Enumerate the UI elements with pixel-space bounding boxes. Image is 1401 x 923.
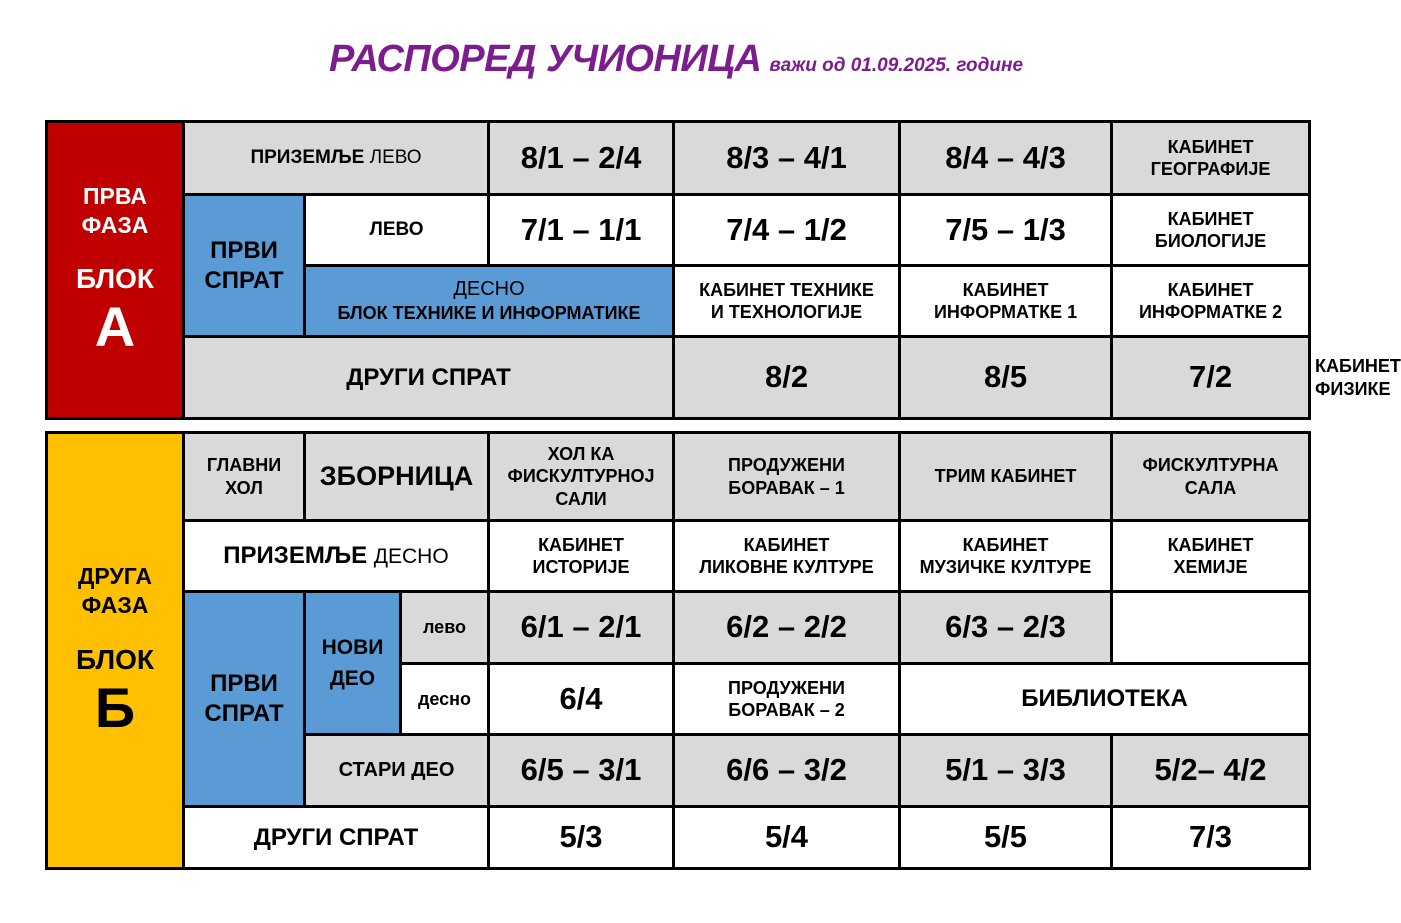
cell-line: ПРВИ — [210, 670, 278, 697]
cell-line: ФИСКУЛТУРНОЈ — [507, 466, 655, 487]
blok-a-word: БЛОК — [76, 263, 154, 295]
page-title-row — [0, 38, 1352, 81]
history-cabinet — [489, 521, 674, 592]
blok-b-word: БЛОК — [76, 643, 154, 675]
cell-line: БОРАВАК – 2 — [728, 700, 845, 720]
page-title: РАСПОРЕД УЧИОНИЦА — [328, 38, 762, 80]
old-part-label: СТАРИ ДЕО — [305, 735, 489, 807]
ground-right-light: ДЕСНО — [373, 545, 449, 568]
cell-line: КАБИНЕТ — [962, 279, 1049, 300]
room-cell: 8/5 — [900, 337, 1112, 419]
new-right-label: десно — [401, 664, 489, 735]
cell-line: КАБИНЕТ — [962, 534, 1049, 555]
it-cabinet-1 — [900, 266, 1112, 337]
room-cell: 7/5 – 1/3 — [900, 195, 1112, 266]
main-hall-label — [184, 433, 305, 521]
ground-left-bold: ПРИЗЕМЉЕ — [250, 147, 365, 169]
room-cell: 5/2– 4/2 — [1112, 735, 1310, 807]
geography-cabinet — [1112, 122, 1310, 195]
cell-line: ДЕО — [329, 667, 376, 690]
chemistry-cabinet — [1112, 521, 1310, 592]
cell-line: ФИЗИКЕ — [1315, 378, 1391, 399]
room-cell: 7/4 – 1/2 — [674, 195, 900, 266]
cell-line: СПРАТ — [204, 266, 284, 294]
cell-line: ГЛАВНИ — [206, 455, 282, 475]
block-a-table — [45, 120, 1401, 420]
staff-room: ЗБОРНИЦА — [305, 433, 489, 521]
room-cell: 6/3 – 2/3 — [900, 592, 1112, 664]
cell-line: ИНФОРМАТКЕ 2 — [1138, 302, 1283, 322]
cell-line: ЛИКОВНЕ КУЛТУРЕ — [699, 557, 874, 577]
cell-line: МУЗИЧКЕ КУЛТУРЕ — [919, 557, 1092, 577]
cell-line: САЛА — [1184, 477, 1237, 498]
empty-cell — [1112, 592, 1310, 664]
extended-stay-2 — [674, 664, 900, 735]
cell-line: НОВИ — [321, 635, 384, 659]
tech-it-block-label — [305, 266, 674, 337]
blok-b-letter: Б — [94, 675, 136, 739]
cell-line: СПРАТ — [204, 700, 284, 727]
block-b-label — [47, 433, 184, 869]
room-cell: 8/1 – 2/4 — [489, 122, 674, 195]
library: БИБЛИОТЕКА — [900, 664, 1310, 735]
cell-line: И ТЕХНОЛОГИЈЕ — [710, 302, 863, 322]
room-cell: 8/3 – 4/1 — [674, 122, 900, 195]
room-cell: 5/3 — [489, 807, 674, 869]
block-a-label — [47, 122, 184, 419]
cell-line: БЛОК ТЕХНИКЕ И ИНФОРМАТИКЕ — [337, 303, 641, 324]
cell-line: ПРВИ — [210, 236, 278, 264]
cell-line: КАБИНЕТ — [743, 534, 830, 555]
room-cell: 8/4 – 4/3 — [900, 122, 1112, 195]
cell-line: КАБИНЕТ — [1167, 279, 1254, 300]
ground-left-light: ЛЕВО — [369, 147, 422, 169]
block-b-table — [45, 431, 1311, 870]
phase-b-line1: ДРУГА — [78, 563, 152, 590]
room-cell: 7/3 — [1112, 807, 1310, 869]
cell-line: ХОЛ КА — [547, 443, 615, 464]
gym-hall — [1112, 433, 1310, 521]
cell-line: КАБИНЕТ — [1167, 534, 1254, 555]
cell-line: КАБИНЕТ — [538, 534, 624, 555]
music-cabinet — [900, 521, 1112, 592]
second-floor-a-label: ДРУГИ СПРАТ — [184, 337, 674, 419]
art-cabinet — [674, 521, 900, 592]
phase-b-line2: ФАЗА — [81, 592, 149, 619]
cell-line: ИНФОРМАТКЕ 1 — [933, 302, 1078, 322]
room-cell: 8/2 — [674, 337, 900, 419]
cell-line: ФИСКУЛТУРНА — [1142, 455, 1279, 475]
cell-line: ХОЛ — [225, 477, 263, 498]
cell-line: ИСТОРИЈЕ — [532, 557, 630, 577]
it-cabinet-2 — [1112, 266, 1310, 337]
room-cell: 6/6 – 3/2 — [674, 735, 900, 807]
cell-line: КАБИНЕТ — [1167, 208, 1254, 229]
room-cell: 5/4 — [674, 807, 900, 869]
cell-line: ГЕОГРАФИЈЕ — [1150, 159, 1271, 179]
room-cell: 6/1 – 2/1 — [489, 592, 674, 664]
new-part-label — [305, 592, 401, 735]
first-floor-a-label — [184, 195, 305, 337]
ground-right-bold: ПРИЗЕМЉЕ — [223, 542, 368, 569]
room-cell: 6/5 – 3/1 — [489, 735, 674, 807]
cell-line: БОРАВАК – 1 — [728, 477, 845, 498]
trim-cabinet: ТРИМ КАБИНЕТ — [900, 433, 1112, 521]
cell-line: САЛИ — [555, 488, 607, 509]
ground-left-label — [184, 122, 489, 195]
cell-line: КАБИНЕТ ТЕХНИКЕ — [699, 279, 874, 300]
cell-line: ХЕМИЈЕ — [1173, 557, 1248, 577]
valid-from-note: важи од 01.09.2025. године — [769, 55, 1024, 76]
cell-line: ПРОДУЖЕНИ — [728, 455, 845, 475]
room-cell: 7/1 – 1/1 — [489, 195, 674, 266]
second-floor-b-label: ДРУГИ СПРАТ — [184, 807, 489, 869]
phase-a-line1: ПРВА — [83, 182, 147, 209]
room-cell: 6/2 – 2/2 — [674, 592, 900, 664]
extended-stay-1 — [674, 433, 900, 521]
phase-a-line2: ФАЗА — [81, 211, 149, 238]
new-left-label: лево — [401, 592, 489, 664]
cell-line: КАБИНЕТ — [1167, 136, 1254, 157]
first-floor-b-label — [184, 592, 305, 807]
room-cell: 6/4 — [489, 664, 674, 735]
biology-cabinet — [1112, 195, 1310, 266]
blok-a-letter: А — [94, 295, 136, 359]
cell-line: КАБИНЕТ — [1315, 356, 1401, 376]
room-cell: 7/2 — [1112, 337, 1310, 419]
cell-line: БИОЛОГИЈЕ — [1154, 231, 1267, 251]
ground-right-label — [184, 521, 489, 592]
hall-to-gym — [489, 433, 674, 521]
room-cell: 5/5 — [900, 807, 1112, 869]
tech-cabinet — [674, 266, 900, 337]
cell-line: ПРОДУЖЕНИ — [728, 677, 845, 698]
first-floor-left-label: ЛЕВО — [305, 195, 489, 266]
room-cell: 5/1 – 3/3 — [900, 735, 1112, 807]
cell-line: ДЕСНО — [453, 278, 525, 301]
